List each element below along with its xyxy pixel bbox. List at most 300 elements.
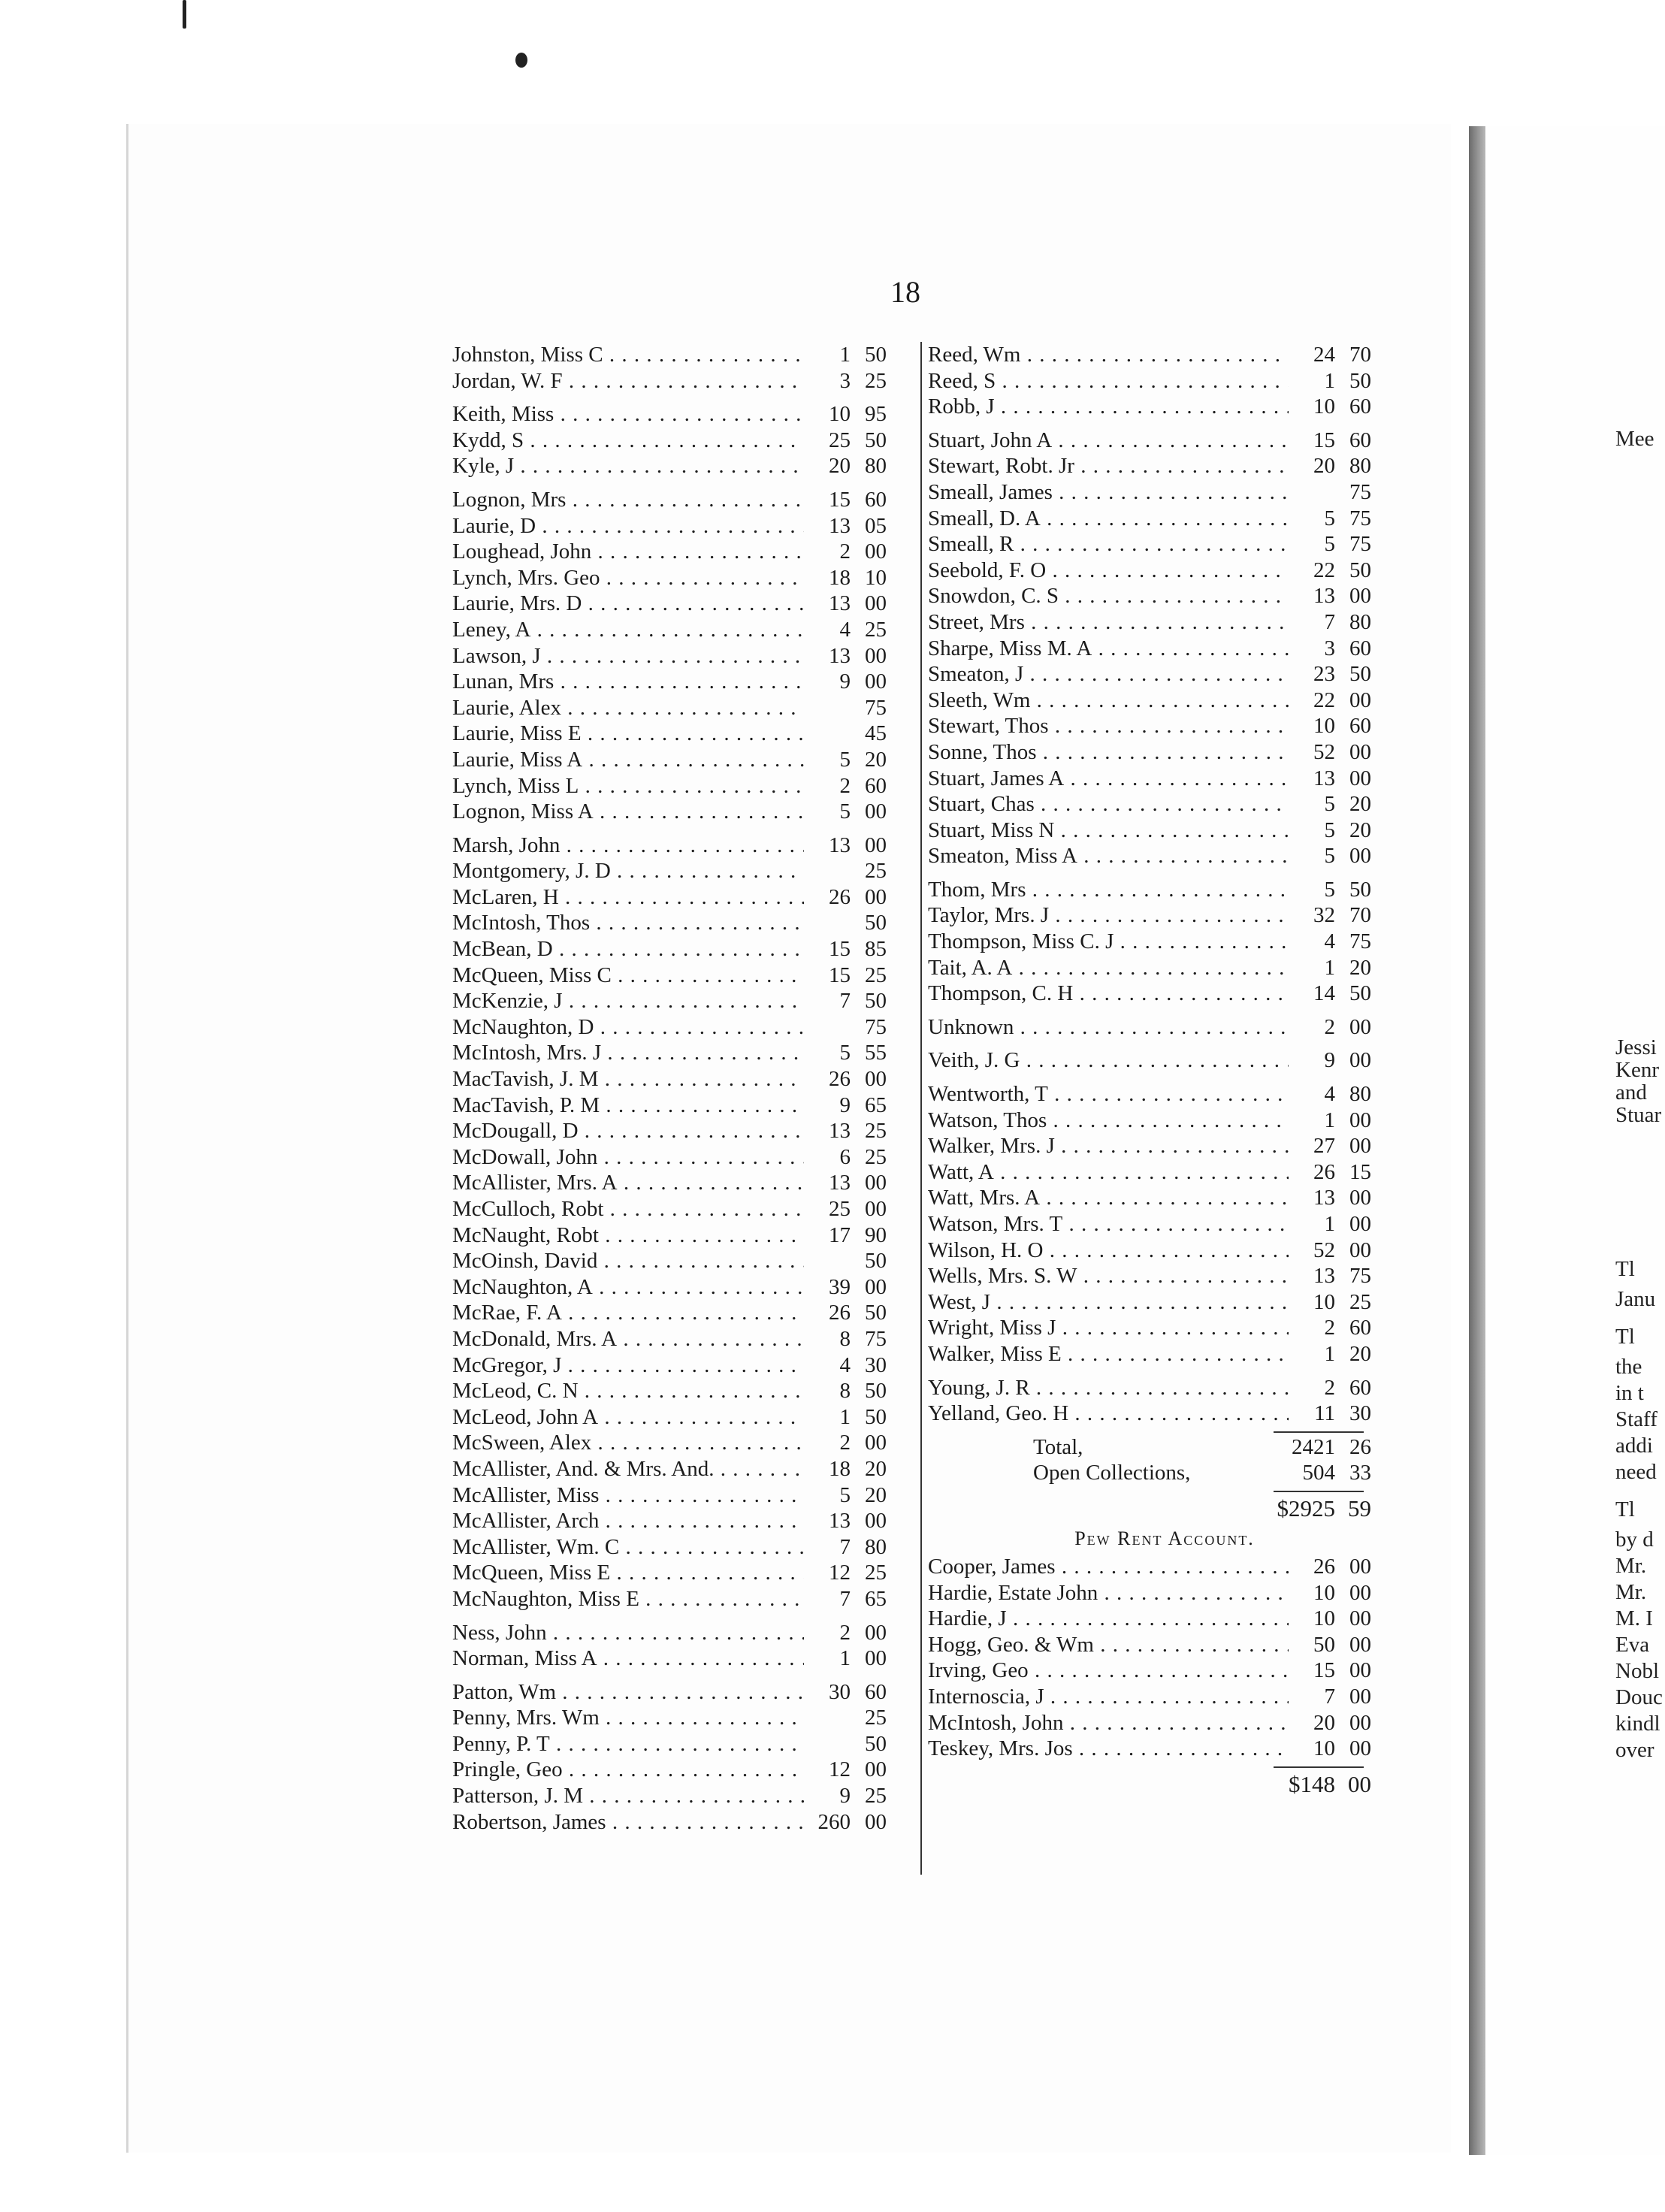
entry-cents: 50 — [865, 1249, 887, 1274]
entry-cents: 00 — [865, 833, 887, 857]
entry-row — [928, 981, 1371, 1007]
right-page-fragment: and — [1615, 1080, 1647, 1104]
entry-row — [452, 1586, 887, 1612]
entry-row — [452, 858, 887, 884]
entry-row — [928, 1684, 1371, 1710]
entry-cents: 95 — [865, 402, 887, 427]
entry-name: Internoscia, J . . . — [928, 1684, 1289, 1710]
entry-dollars: 13 — [829, 591, 851, 616]
entry-row — [928, 1657, 1371, 1684]
entry-cents: 25 — [865, 1784, 887, 1809]
entry-dollars: 15 — [829, 937, 851, 962]
entry-dollars: 5 — [1324, 506, 1335, 530]
entry-row — [928, 1159, 1371, 1186]
entry-cents: 00 — [1349, 844, 1371, 869]
entry-row — [928, 766, 1371, 792]
entry-cents: 25 — [865, 1119, 887, 1144]
entry-row — [452, 401, 887, 428]
entry-name: McIntosh, Thos . . . — [452, 910, 804, 936]
entry-row — [452, 428, 887, 454]
entry-name: McDougall, D . . . — [452, 1118, 804, 1144]
right-page-fragment: over — [1615, 1738, 1654, 1762]
entry-row — [928, 843, 1371, 869]
entry-name: Stuart, James A . . . — [928, 766, 1289, 792]
pew-rent-list — [928, 1554, 1371, 1762]
entry-row — [452, 988, 887, 1014]
entry-dollars: 15 — [1313, 1658, 1335, 1683]
entry-dollars: 6 — [839, 1144, 851, 1169]
entry-row — [452, 1118, 887, 1144]
entry-cents: 25 — [865, 962, 887, 987]
entry-name: Lognon, Mrs . . . — [452, 487, 804, 513]
entry-dollars: 1 — [1324, 1108, 1335, 1132]
entry-dollars: 2 — [839, 1431, 851, 1455]
entry-cents: 50 — [1349, 981, 1371, 1006]
entry-dollars: 5 — [1324, 877, 1335, 902]
entry-cents: 75 — [865, 1014, 887, 1039]
entry-name: Hogg, Geo. & Wm . . . — [928, 1632, 1289, 1658]
entry-row — [452, 368, 887, 394]
entry-dollars: 1 — [839, 343, 851, 367]
right-page-fragment: Stuar — [1615, 1103, 1662, 1127]
entry-cents: 70 — [1349, 343, 1371, 367]
entry-cents: 45 — [865, 721, 887, 746]
entry-row — [928, 394, 1371, 420]
entry-cents: 00 — [1349, 1134, 1371, 1159]
entry-dollars: 13 — [829, 643, 851, 668]
entry-cents: 80 — [865, 1534, 887, 1559]
entry-dollars: 9 — [839, 1784, 851, 1809]
entry-row — [928, 817, 1371, 844]
entry-cents: 60 — [865, 1679, 887, 1704]
entry-name: Seebold, F. O . . . — [928, 558, 1289, 584]
entry-name: Snowdon, C. S . . . — [928, 583, 1289, 609]
entry-cents: 00 — [1349, 1186, 1371, 1210]
entry-cents: 33 — [1349, 1461, 1371, 1485]
entry-row — [928, 1108, 1371, 1134]
entry-dollars: 18 — [829, 1456, 851, 1481]
right-page-fragment: M. I — [1615, 1606, 1653, 1630]
entry-row — [928, 1401, 1371, 1427]
entry-dollars: 5 — [839, 1482, 851, 1507]
entry-cents: 50 — [1349, 558, 1371, 582]
right-page-fragment: Kenr — [1615, 1058, 1659, 1082]
entry-row — [928, 368, 1371, 394]
entry-cents: 00 — [1349, 1014, 1371, 1039]
entry-dollars: 1 — [1324, 1212, 1335, 1236]
right-page-fragment: Mee — [1615, 427, 1654, 451]
entry-row — [928, 1263, 1371, 1289]
entry-name: McKenzie, J . . . — [452, 988, 804, 1014]
entry-cents: 00 — [1349, 1554, 1371, 1579]
entry-cents: 75 — [1349, 479, 1371, 504]
entry-name: Stuart, Chas . . . — [928, 791, 1289, 817]
entry-cents: 00 — [1349, 1237, 1371, 1262]
entry-name: MacTavish, J. M . . . — [452, 1066, 804, 1092]
entry-cents: 00 — [865, 669, 887, 694]
subscriber-list-left — [452, 342, 887, 1835]
entry-dollars: 26 — [1313, 1554, 1335, 1579]
entry-row — [452, 643, 887, 669]
entry-name: Laurie, Alex . . . — [452, 695, 804, 721]
entry-cents: 60 — [1349, 714, 1371, 739]
entry-cents: 00 — [1349, 687, 1371, 712]
entry-dollars: 4 — [1324, 1082, 1335, 1107]
entry-name: Watson, Thos . . . — [928, 1108, 1289, 1134]
right-page-fragment: need — [1615, 1460, 1657, 1484]
pew-total-cents: 00 — [1348, 1770, 1371, 1797]
grand-total-dollars: $2925 — [1277, 1494, 1335, 1522]
entry-dollars: 4 — [1324, 929, 1335, 954]
entry-name: Watt, Mrs. A . . . — [928, 1185, 1289, 1211]
entry-row — [928, 1237, 1371, 1264]
entry-cents: 60 — [1349, 1375, 1371, 1400]
entry-name: McLaren, H . . . — [452, 884, 804, 911]
entry-row — [928, 1211, 1371, 1237]
entry-name: Penny, Mrs. Wm . . . — [452, 1705, 804, 1731]
entry-name: McAllister, Arch . . . — [452, 1508, 804, 1534]
entry-cents: 25 — [865, 1706, 887, 1730]
entry-name: Stewart, Thos . . . — [928, 713, 1289, 739]
entry-cents: 10 — [865, 565, 887, 590]
page-number: 18 — [890, 275, 920, 309]
entry-dollars: 7 — [839, 989, 851, 1014]
pew-total-rule — [1274, 1766, 1364, 1768]
entry-dollars: 18 — [829, 565, 851, 590]
entry-cents: 50 — [1349, 877, 1371, 902]
entry-dollars: 26 — [829, 884, 851, 909]
entry-cents: 75 — [1349, 929, 1371, 954]
entry-name: Lynch, Miss L . . . — [452, 773, 804, 799]
entry-cents: 20 — [1349, 1341, 1371, 1366]
entry-dollars: 50 — [1313, 1632, 1335, 1657]
entry-name: Veith, J. G . . . — [928, 1047, 1289, 1074]
entry-dollars: 10 — [1313, 1289, 1335, 1314]
right-page-fragment: Tl — [1615, 1497, 1635, 1522]
pew-total — [928, 1769, 1371, 1800]
entry-row — [928, 1460, 1371, 1486]
entry-dollars: 13 — [829, 513, 851, 538]
entry-name: Lunan, Mrs . . . — [452, 669, 804, 695]
grand-total-rule — [1274, 1491, 1364, 1492]
entry-row — [452, 1456, 887, 1482]
entry-dollars: 10 — [1313, 1736, 1335, 1761]
entry-name: McLeod, John A . . . — [452, 1404, 804, 1431]
entry-name: Thompson, C. H . . . — [928, 981, 1289, 1007]
entry-dollars: 1 — [839, 1404, 851, 1429]
entry-dollars: 13 — [829, 833, 851, 857]
entry-row — [452, 962, 887, 989]
entry-cents: 25 — [1349, 1289, 1371, 1314]
entry-dollars: 10 — [1313, 1580, 1335, 1605]
entry-dollars: 13 — [1313, 766, 1335, 790]
entry-name: Leney, A . . . — [452, 617, 804, 643]
entry-dollars: 7 — [839, 1534, 851, 1559]
entry-dollars: 27 — [1313, 1134, 1335, 1159]
entry-name: Walker, Miss E . . . — [928, 1341, 1289, 1367]
entry-cents: 00 — [865, 1620, 887, 1645]
right-page-fragment: by d — [1615, 1528, 1654, 1552]
entry-name: McLeod, C. N . . . — [452, 1378, 804, 1404]
entry-dollars: 5 — [839, 747, 851, 772]
entry-name: Lognon, Miss A . . . — [452, 799, 804, 825]
entry-dollars: 9 — [1324, 1048, 1335, 1073]
entry-dollars: 20 — [1313, 454, 1335, 479]
entry-name: McIntosh, John . . . — [928, 1710, 1289, 1736]
entry-row — [928, 877, 1371, 903]
entry-row — [452, 1809, 887, 1836]
entry-name: McNaughton, Miss E . . . — [452, 1586, 804, 1612]
entry-cents: 25 — [865, 1561, 887, 1585]
entry-name: Reed, Wm . . . — [928, 342, 1289, 368]
entry-row — [928, 609, 1371, 636]
entry-dollars: 5 — [1324, 844, 1335, 869]
entry-cents: 60 — [1349, 636, 1371, 660]
entry-cents: 00 — [1349, 1632, 1371, 1657]
entry-row — [452, 773, 887, 799]
entry-row — [452, 342, 887, 368]
entry-cents: 90 — [865, 1222, 887, 1247]
entry-cents: 00 — [1349, 1212, 1371, 1236]
entry-name: McNaughton, A . . . — [452, 1274, 804, 1301]
entry-name: McBean, D . . . — [452, 936, 804, 962]
entry-name: Street, Mrs . . . — [928, 609, 1289, 636]
entry-row — [928, 661, 1371, 687]
entry-row — [928, 713, 1371, 739]
entry-row — [928, 1341, 1371, 1367]
entry-name: Total, — [1033, 1434, 1083, 1459]
column-divider — [920, 342, 922, 1875]
entry-name: Kyle, J . . . — [452, 453, 804, 479]
entry-cents: 00 — [865, 884, 887, 909]
entry-name: Jordan, W. F . . . — [452, 368, 804, 394]
right-page-fragment: Mr. — [1615, 1554, 1647, 1578]
entry-dollars: 30 — [829, 1679, 851, 1704]
entry-name: McCulloch, Robt . . . — [452, 1196, 804, 1222]
entry-name: Loughead, John . . . — [452, 539, 804, 565]
entry-row — [452, 565, 887, 591]
entry-dollars: 15 — [1313, 428, 1335, 452]
entry-name: McNaughton, D . . . — [452, 1014, 804, 1041]
entry-dollars: 5 — [1324, 817, 1335, 842]
entry-row — [452, 591, 887, 617]
entry-dollars: 2 — [1324, 1375, 1335, 1400]
entry-row — [452, 1482, 887, 1509]
right-page-fragment: addi — [1615, 1434, 1653, 1458]
entry-row — [452, 695, 887, 721]
entry-name: Montgomery, J. D . . . — [452, 858, 804, 884]
entry-row — [452, 1783, 887, 1809]
entry-dollars: 2 — [839, 773, 851, 798]
entry-cents: 50 — [1349, 368, 1371, 393]
entry-dollars: 15 — [829, 962, 851, 987]
entry-cents: 50 — [865, 343, 887, 367]
entry-cents: 50 — [865, 1731, 887, 1756]
entry-row — [452, 617, 887, 643]
entry-name: Patterson, J. M . . . — [452, 1783, 804, 1809]
entry-cents: 00 — [1349, 1108, 1371, 1132]
entry-cents: 60 — [865, 487, 887, 512]
entry-dollars: 20 — [1313, 1710, 1335, 1735]
entry-name: Watson, Mrs. T . . . — [928, 1211, 1289, 1237]
entry-row — [452, 1144, 887, 1171]
entry-name: Taylor, Mrs. J . . . — [928, 902, 1289, 929]
entry-name: Sleeth, Wm . . . — [928, 687, 1289, 714]
entry-row — [452, 1534, 887, 1561]
entry-cents: 50 — [865, 911, 887, 935]
entry-dollars: 12 — [829, 1561, 851, 1585]
entry-row — [928, 791, 1371, 817]
right-page-fragment: Tl — [1615, 1325, 1635, 1349]
entry-dollars: 7 — [839, 1586, 851, 1611]
entry-dollars: 11 — [1314, 1401, 1335, 1426]
entry-dollars: 260 — [817, 1809, 851, 1834]
entry-cents: 65 — [865, 1092, 887, 1117]
entry-dollars: 13 — [829, 1119, 851, 1144]
pew-rent-heading: Pew Rent Account. — [1074, 1527, 1255, 1549]
entry-row — [928, 739, 1371, 766]
entry-name: Stuart, John A . . . — [928, 428, 1289, 454]
entry-dollars: 7 — [1324, 609, 1335, 634]
entry-dollars: 52 — [1313, 1237, 1335, 1262]
right-page-fragment: Nobl — [1615, 1659, 1659, 1683]
entry-cents: 50 — [865, 428, 887, 452]
entry-cents: 00 — [1349, 1658, 1371, 1683]
entry-cents: 75 — [1349, 506, 1371, 530]
entry-dollars: 52 — [1313, 739, 1335, 764]
entry-cents: 50 — [865, 989, 887, 1014]
entry-name: McQueen, Miss E . . . — [452, 1560, 804, 1586]
right-page-fragment: the — [1615, 1355, 1642, 1379]
entry-name: Norman, Miss A . . . — [452, 1645, 804, 1672]
entry-dollars: 26 — [1313, 1159, 1335, 1184]
entry-cents: 60 — [1349, 428, 1371, 452]
entry-name: Hardie, J . . . — [928, 1606, 1289, 1632]
entry-dollars: 23 — [1313, 662, 1335, 687]
entry-name: West, J . . . — [928, 1289, 1289, 1316]
entry-cents: 80 — [865, 454, 887, 479]
entry-row — [452, 1326, 887, 1352]
entry-row — [452, 1352, 887, 1379]
entry-row — [452, 1705, 887, 1731]
entry-dollars: 7 — [1324, 1684, 1335, 1709]
entry-dollars: 13 — [1313, 1186, 1335, 1210]
entry-cents: 80 — [1349, 454, 1371, 479]
pew-total-dollars: $148 — [1289, 1770, 1335, 1797]
entry-row — [928, 453, 1371, 479]
entry-row — [928, 1434, 1371, 1461]
entry-name: Ness, John . . . — [452, 1620, 804, 1646]
right-page-fragment: Tl — [1615, 1257, 1635, 1281]
entry-cents: 60 — [1349, 1316, 1371, 1340]
entry-name: Smeall, R . . . — [928, 531, 1289, 558]
entry-cents: 30 — [865, 1352, 887, 1377]
entry-name: Yelland, Geo. H . . . — [928, 1401, 1289, 1427]
entry-dollars: 15 — [829, 487, 851, 512]
entry-row — [928, 636, 1371, 662]
entry-row — [928, 428, 1371, 454]
entry-name: McNaught, Robt . . . — [452, 1222, 804, 1249]
entry-cents: 70 — [1349, 903, 1371, 928]
entry-cents: 00 — [865, 1757, 887, 1782]
entry-row — [452, 1092, 887, 1119]
entry-cents: 25 — [865, 368, 887, 393]
entry-name: Laurie, Miss E . . . — [452, 721, 804, 747]
entry-name: Irving, Geo . . . — [928, 1657, 1289, 1684]
entry-cents: 00 — [1349, 1606, 1371, 1631]
entry-cents: 50 — [865, 1379, 887, 1404]
entry-cents: 65 — [865, 1586, 887, 1611]
entry-row — [452, 1300, 887, 1326]
entry-cents: 00 — [865, 539, 887, 564]
entry-name: Robb, J . . . — [928, 394, 1289, 420]
entry-dollars: 13 — [829, 1171, 851, 1195]
entry-cents: 26 — [1349, 1434, 1371, 1459]
entry-name: Watt, A . . . — [928, 1159, 1289, 1186]
entry-row — [452, 799, 887, 825]
entry-cents: 75 — [1349, 1264, 1371, 1289]
entry-cents: 50 — [1349, 662, 1371, 687]
entry-row — [452, 1222, 887, 1249]
entry-dollars: 39 — [829, 1274, 851, 1299]
entry-name: McDowall, John . . . — [452, 1144, 804, 1171]
entry-cents: 00 — [865, 799, 887, 824]
entry-row — [928, 955, 1371, 981]
entry-name: Pringle, Geo . . . — [452, 1757, 804, 1783]
entry-cents: 25 — [865, 859, 887, 884]
entry-cents: 00 — [1349, 766, 1371, 790]
entry-row — [452, 721, 887, 747]
entry-name: Thom, Mrs . . . — [928, 877, 1289, 903]
entry-name: McAllister, Wm. C . . . — [452, 1534, 804, 1561]
entry-name: McAllister, Mrs. A . . . — [452, 1170, 804, 1196]
entry-dollars: 5 — [1324, 532, 1335, 557]
entry-name: Laurie, Miss A . . . — [452, 747, 804, 773]
entry-name: MacTavish, P. M . . . — [452, 1092, 804, 1119]
entry-row — [452, 910, 887, 936]
entry-cents: 00 — [865, 1171, 887, 1195]
entry-dollars: 26 — [829, 1067, 851, 1092]
entry-name: Thompson, Miss C. J . . . — [928, 929, 1289, 955]
entry-row — [452, 453, 887, 479]
entry-row — [928, 929, 1371, 955]
right-page-fragment: Eva — [1615, 1633, 1650, 1657]
entry-name: Cooper, James . . . — [928, 1554, 1289, 1580]
entry-row — [452, 1014, 887, 1041]
entry-cents: 25 — [865, 617, 887, 642]
subscriber-list-right — [928, 342, 1371, 1427]
left-column — [452, 342, 887, 1835]
entry-cents: 55 — [865, 1041, 887, 1065]
entry-name: Smeall, D. A . . . — [928, 506, 1289, 532]
entry-name: Stewart, Robt. Jr . . . — [928, 453, 1289, 479]
entry-dollars: 10 — [1313, 1606, 1335, 1631]
entry-name: McQueen, Miss C . . . — [452, 962, 804, 989]
entry-cents: 85 — [865, 937, 887, 962]
entry-name: Smeall, James . . . — [928, 479, 1289, 506]
entry-dollars: 4 — [839, 617, 851, 642]
totals-list — [928, 1434, 1371, 1486]
entry-cents: 75 — [865, 695, 887, 720]
entry-row — [452, 1066, 887, 1092]
entry-dollars: 25 — [829, 1197, 851, 1221]
entry-row — [452, 1170, 887, 1196]
entry-name: Wilson, H. O . . . — [928, 1237, 1289, 1264]
entry-row — [452, 747, 887, 773]
grand-total — [928, 1494, 1371, 1524]
entry-dollars: 3 — [1324, 636, 1335, 660]
entry-row — [928, 1736, 1371, 1762]
